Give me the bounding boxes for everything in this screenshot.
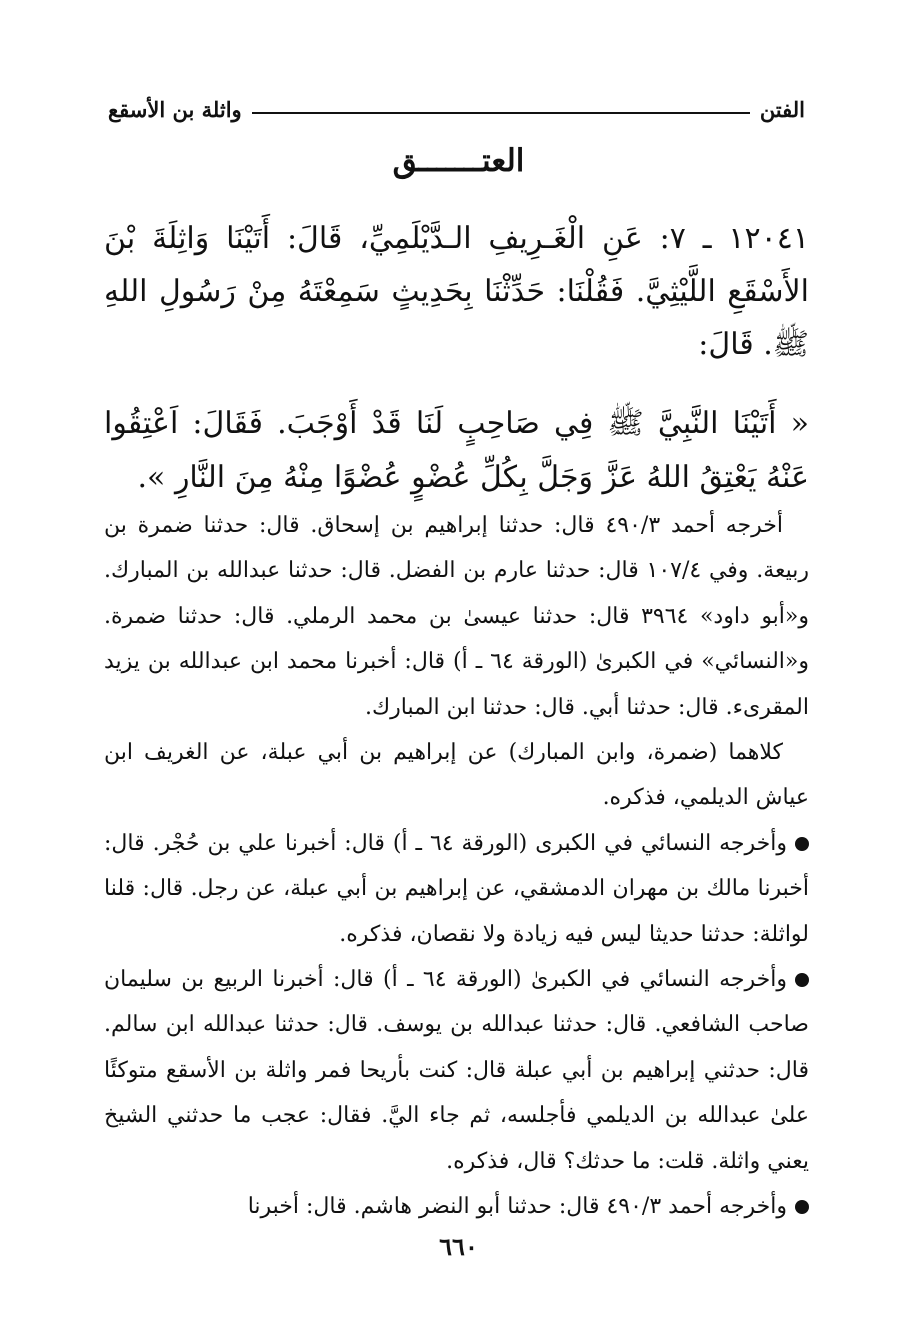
takhrij-bullet-paragraph — [104, 1184, 809, 1229]
takhrij-bullet-text: وأخرجه النسائي في الكبرى (الورقة ٦٤ ـ أ) قال: أخبرنا علي بن حُجْر. قال: أخبرنا مالك بن مهران الدمشقي، عن إبراهيم بن أبي عبلة، عن رجل. قال: قلنا لواثلة: حدثنا حديثا ليس فيه زيادة ولا نقصان، فذكره. — [104, 830, 809, 947]
section-title: العتـــــــق — [392, 143, 525, 179]
takhrij-paragraph: أخرجه أحمد ٤٩٠/٣ قال: حدثنا إبراهيم بن إسحاق. قال: حدثنا ضمرة بن ربيعة. وفي ١٠٧/٤ قال: حدثنا عارم بن الفضل. قال: حدثنا عبدالله بن المبارك. و«أبو داود» ٣٩٦٤ قال: حدثنا عيسىٰ بن محمد الرملي. قال: حدثنا ضمرة. و«النسائي» في الكبرىٰ (الورقة ٦٤ ـ أ) قال: أخبرنا محمد ابن عبدالله بن يزيد المقرىء. قال: حدثنا أبي. قال: حدثنا ابن المبارك. — [104, 513, 810, 720]
hadith-block — [104, 212, 809, 505]
hadith-isnad: ١٢٠٤١ ـ ٧: عَنِ الْغَـرِيفِ الـدَّيْلَمِيِّ، قَالَ: أَتَيْنَا وَاثِلَةَ بْنَ الأَسْقَعِ اللَّيْثِيَّ. فَقُلْنَا: حَدِّثْنَا بِحَدِيثٍ سَمِعْتَهُ مِنْ رَسُولِ اللهِ ﷺ. قَالَ: — [104, 221, 809, 362]
takhrij-bullet-text: وأخرجه أحمد ٤٩٠/٣ قال: حدثنا أبو النضر هاشم. قال: أخبرنا — [247, 1194, 787, 1220]
bullet-dot-icon — [795, 973, 809, 987]
header-narrator: واثلة بن الأسقع — [108, 97, 242, 122]
header-rule — [252, 112, 750, 114]
page-number: ٦٦٠ — [439, 1232, 478, 1261]
takhrij-bullet-paragraph — [104, 821, 809, 957]
takhrij-bullet-paragraph — [104, 957, 809, 1184]
hadith-matn: « أَتَيْنَا النَّبِيَّ ﷺ فِي صَاحِبٍ لَنَا قَدْ أَوْجَبَ. فَقَالَ: اَعْتِقُوا عَنْهُ يَعْتِقُ اللهُ عَزَّ وَجَلَّ بِكُلِّ عُضْوٍ عُضْوًا مِنْهُ مِنَ النَّارِ ». — [104, 406, 809, 495]
header-chapter: الفتن — [759, 97, 805, 122]
takhrij-paragraph: كلاهما (ضمرة، وابن المبارك) عن إبراهيم بن أبي عبلة، عن الغريف ابن عياش الديلمي، فذكره. — [104, 740, 809, 811]
takhrij-notes — [104, 503, 809, 1230]
running-header — [108, 88, 805, 122]
bullet-dot-icon — [795, 837, 809, 851]
takhrij-bullet-text: وأخرجه النسائي في الكبرىٰ (الورقة ٦٤ ـ أ) قال: أخبرنا الربيع بن سليمان صاحب الشافعي. قال: حدثنا عبدالله بن يوسف. قال: حدثنا عبدالله ابن سالم. قال: حدثني إبراهيم بن أبي عبلة قال: كنت بأريحا فمر واثلة بن الأسقع متوكئًا علىٰ عبدالله بن الديلمي فأجلسه، ثم جاء اليَّ. فقال: عجب ما حدثني الشيخ يعني واثلة. قلت: ما حدثك؟ قال، فذكره. — [104, 967, 809, 1174]
bullet-dot-icon — [795, 1200, 809, 1214]
